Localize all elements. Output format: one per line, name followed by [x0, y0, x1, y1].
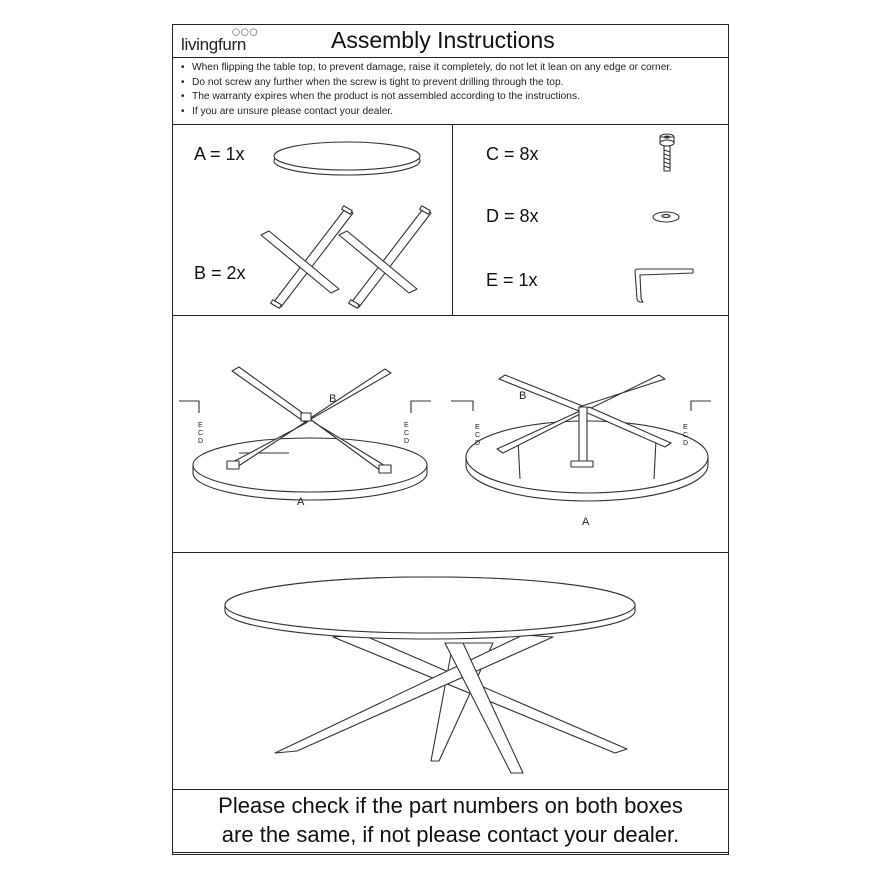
top-label: A: [297, 496, 305, 508]
footer-line: are the same, if not please contact your dealer.: [221, 822, 680, 847]
divider: [173, 552, 728, 553]
allen-key-icon: [631, 263, 701, 305]
note-item: • If you are unsure please contact your dealer.: [181, 105, 672, 120]
d-label: D: [683, 440, 689, 447]
part-c-label: C = 8x: [486, 144, 539, 164]
c-label: C: [404, 430, 410, 437]
page-title: Assembly Instructions: [331, 27, 555, 53]
d-label: D: [404, 438, 410, 445]
e-label: E: [198, 422, 203, 429]
note-item: • Do not screw any further when the screw is tight to prevent drilling through the top.: [181, 76, 672, 91]
instruction-sheet: [172, 24, 729, 855]
tabletop-illustration: [271, 133, 431, 183]
assembly-step-2-diagram: [459, 361, 721, 528]
assembled-table-illustration: [223, 573, 643, 773]
note-item: • The warranty expires when the product is not assembled according to the instructions.: [181, 90, 672, 105]
washer-icon: [648, 205, 688, 229]
leg-label: B: [329, 393, 337, 405]
e-label: E: [683, 424, 688, 431]
part-d-label: D = 8x: [486, 206, 539, 226]
note-item: • When flipping the table top, to prevent damage, raise it completely, do not let it lean on any edge or corner.: [181, 61, 672, 76]
top-label: A: [582, 516, 590, 528]
e-label: E: [404, 422, 409, 429]
divider: [173, 789, 728, 790]
brand-logo-dots: ◯◯◯: [232, 29, 259, 36]
divider: [173, 852, 728, 853]
c-label: C: [198, 430, 204, 437]
leg-label: B: [519, 390, 527, 402]
screw-icon: [653, 129, 683, 177]
d-label: D: [475, 440, 481, 447]
divider: [452, 124, 453, 315]
d-label: D: [198, 438, 204, 445]
divider: [173, 124, 728, 125]
assembly-step-1-diagram: [179, 361, 437, 511]
part-b-label: B = 2x: [194, 263, 246, 283]
part-e-label: E = 1x: [486, 270, 538, 290]
warning-notes: [181, 61, 672, 119]
e-label: E: [475, 424, 480, 431]
c-label: C: [475, 432, 481, 439]
footer-message: [173, 791, 728, 849]
footer-line: Please check if the part numbers on both boxes: [218, 793, 683, 818]
part-a-label: A = 1x: [194, 144, 245, 164]
brand-logo: livingfurn: [181, 35, 247, 54]
c-label: C: [683, 432, 689, 439]
divider: [173, 315, 728, 316]
cross-leg-illustration: [248, 205, 448, 315]
divider: [173, 57, 728, 58]
